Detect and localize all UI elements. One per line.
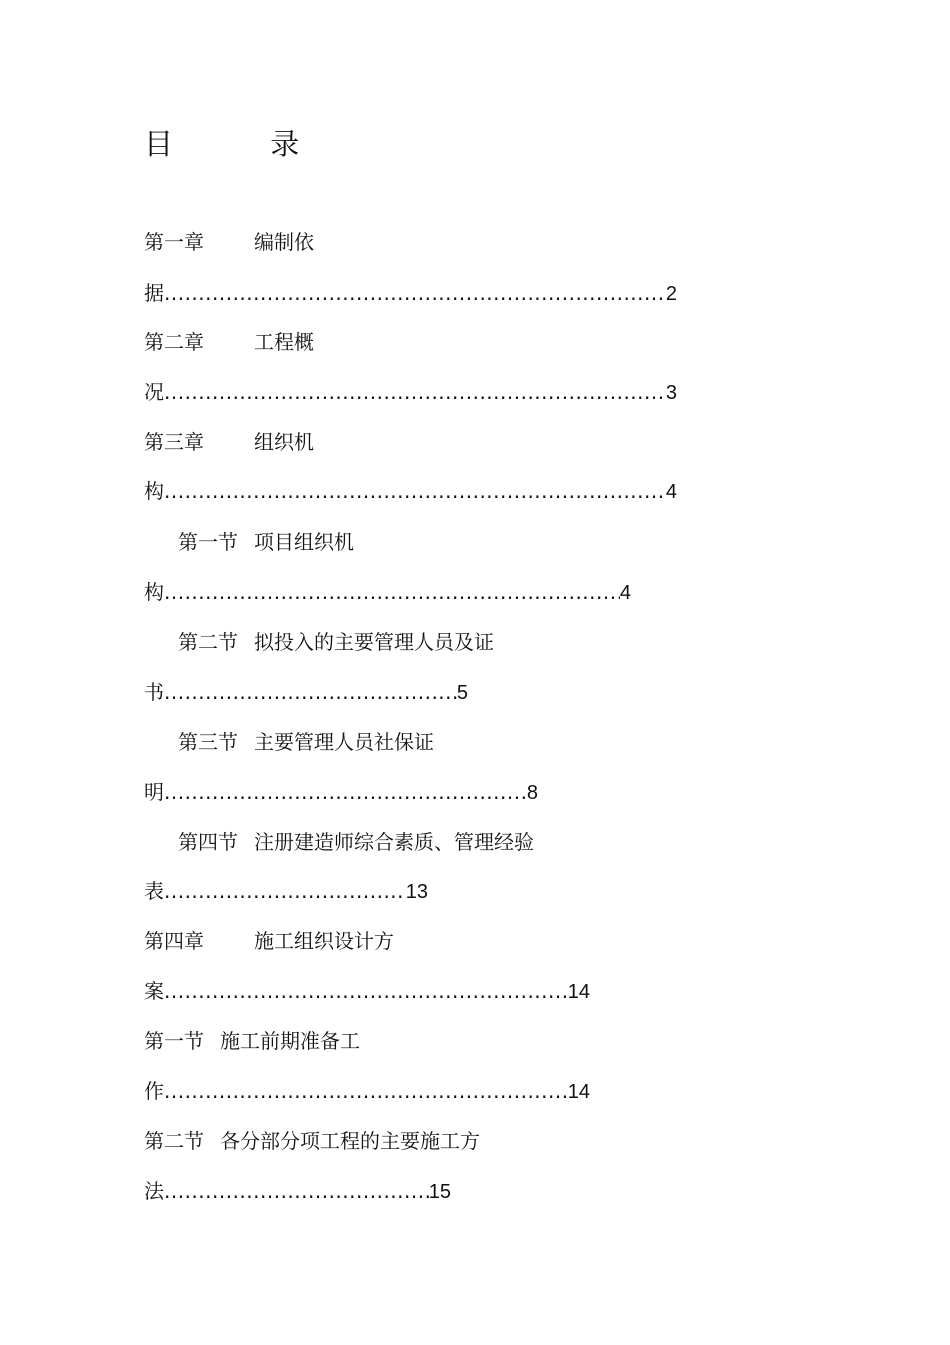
toc-page-number: 4 <box>665 481 677 503</box>
toc-entry-tail: 书 <box>144 680 164 704</box>
toc-page-number: 4 <box>619 582 631 604</box>
toc-entry-leader[interactable] <box>144 877 428 906</box>
toc-entry-heading <box>144 228 314 256</box>
dot-leader <box>164 578 620 606</box>
toc-entry-heading <box>178 528 354 556</box>
toc-entry-leader[interactable] <box>144 279 677 308</box>
toc-entry-text: 组织机 <box>254 430 314 454</box>
toc-entry-text: 拟投入的主要管理人员及证 <box>254 630 494 654</box>
dot-leader <box>164 778 527 806</box>
toc-entry-leader[interactable] <box>144 977 590 1006</box>
toc-entry-tail: 构 <box>144 580 164 604</box>
toc-entry-label: 第三章 <box>144 430 204 454</box>
dot-leader <box>164 678 457 706</box>
toc-entry-label: 第一章 <box>144 230 204 254</box>
toc-page-number: 15 <box>428 1181 451 1203</box>
toc-entry-text: 项目组织机 <box>254 530 354 554</box>
toc-entry-leader[interactable] <box>144 578 631 607</box>
toc-entry-tail: 表 <box>144 879 164 903</box>
toc-entry-text: 主要管理人员社保证 <box>254 730 434 754</box>
dot-leader <box>164 477 666 505</box>
toc-entry-heading <box>144 428 314 456</box>
dot-leader <box>164 1177 429 1205</box>
toc-entry-tail: 明 <box>144 780 164 804</box>
toc-entry-tail: 况 <box>144 380 164 404</box>
dot-leader <box>164 378 666 406</box>
dot-leader <box>164 877 406 905</box>
toc-entry-label: 第四章 <box>144 929 204 953</box>
toc-entry-tail: 法 <box>144 1179 164 1203</box>
toc-entry-tail: 据 <box>144 281 164 305</box>
toc-entry-text: 各分部分项工程的主要施工方 <box>220 1129 480 1153</box>
toc-entry-text: 编制依 <box>254 230 314 254</box>
toc-entry-label: 第一节 <box>144 1029 204 1053</box>
dot-leader <box>164 279 666 307</box>
toc-entry-label: 第一节 <box>178 530 238 554</box>
toc-page-number: 13 <box>405 881 428 903</box>
toc-entry-label: 第三节 <box>178 730 238 754</box>
toc-entry-heading <box>144 927 394 955</box>
toc-entry-heading <box>178 828 534 856</box>
toc-entry-tail: 构 <box>144 479 164 503</box>
toc-page-number: 8 <box>526 782 538 804</box>
toc-entry-text: 施工前期准备工 <box>220 1029 360 1053</box>
toc-entry-heading <box>144 328 314 356</box>
toc-entry-tail: 作 <box>144 1079 164 1103</box>
toc-entry-label: 第二节 <box>144 1129 204 1153</box>
toc-entry-heading <box>144 1127 480 1155</box>
toc-entry-leader[interactable] <box>144 1077 590 1106</box>
toc-page-number: 5 <box>456 682 468 704</box>
toc-entry-leader[interactable] <box>144 378 677 407</box>
toc-entry-heading <box>144 1027 360 1055</box>
toc-page-number: 14 <box>567 1081 590 1103</box>
toc-entry-heading <box>178 728 434 756</box>
toc-page-number: 2 <box>665 283 677 305</box>
toc-title: 目 录 <box>144 127 344 161</box>
toc-entry-leader[interactable] <box>144 477 677 506</box>
toc-entry-leader[interactable] <box>144 1177 451 1206</box>
dot-leader <box>164 1077 568 1105</box>
toc-entry-text: 注册建造师综合素质、管理经验 <box>254 830 534 854</box>
toc-page-number: 3 <box>665 382 677 404</box>
toc-entry-tail: 案 <box>144 979 164 1003</box>
toc-entry-leader[interactable] <box>144 778 538 807</box>
toc-entry-leader[interactable] <box>144 678 468 707</box>
dot-leader <box>164 977 568 1005</box>
toc-entry-label: 第四节 <box>178 830 238 854</box>
toc-entry-label: 第二章 <box>144 330 204 354</box>
toc-page-number: 14 <box>567 981 590 1003</box>
toc-entry-text: 工程概 <box>254 330 314 354</box>
toc-entry-text: 施工组织设计方 <box>254 929 394 953</box>
toc-entry-label: 第二节 <box>178 630 238 654</box>
toc-entry-heading <box>178 628 494 656</box>
